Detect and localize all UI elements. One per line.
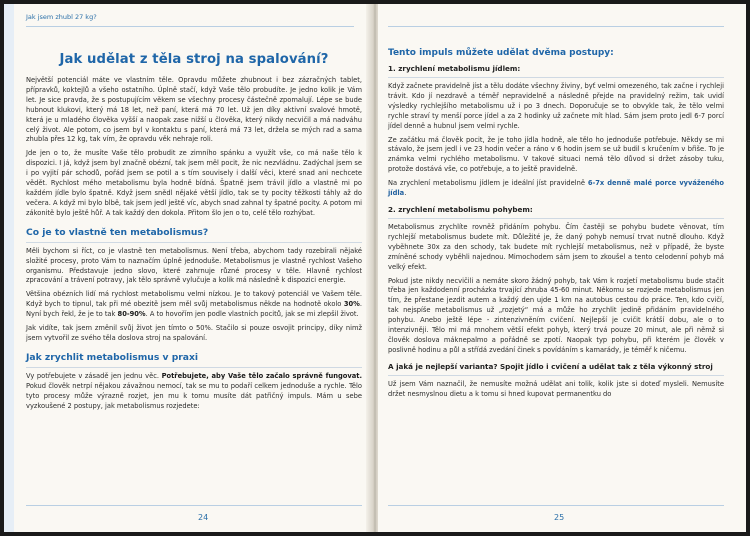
part2-paragraph-2: Pokud jste nikdy necvičili a nemáte skoro žádný pohyb, tak Vám k rozjetí metabolismu bude stačit třeba jen každodenní procházka trvající zhruba 45-60 minut. Někomu se rozjede metabolismus jen tím, že přestane jezdit autem a každý den ujde 1 km na autobus cestou do práce. Ten, kdo cvičí, tak nejspíše metabolismus už „rozjetý“ má a může ho zrychlit jedině přidáním pravidelného pohybu. Anebo ještě lépe - zintenzivněním cvičení. Nejlepší je cvičit krátší dobu, ale o to intenzivněji. Tělo mi má mnohem větší efekt pohyb, který trvá pouze 20 minut, ale při němž si člověk doslova máknepalmo a pořádně se zpotí. Naopak typ pohybu, při kterém je člověk v poslivně hodinu a půl a střídá zvedání činek s povídáním s kamarády, je téměř k ničemu. [388,276,724,354]
text-run: Většina obézních lidí má rychlost metabolismu velmi nízkou. Je to takový potenciál ve Vašem těle. Když bych to tipnul, tak při mé obezitě jsem měl svůj metabolismus někde na hodnotě okolo [26,290,362,309]
metabolism-paragraph-2 [26,290,362,320]
part1-heading: 1. zrychlení metabolismu jídlem: [388,64,521,73]
header-rule [388,26,724,27]
bold-value-80-90: 80-90% [117,310,146,319]
part3-paragraph-1: Už jsem Vám naznačil, že nemusíte možná udělat ani tolik, kolik jste si doteď mysleli. Nemusíte držet nesmyslnou dietu a k tomu si hned kupovat permanentku do [388,379,724,398]
text-run: Na zrychlení metabolismu jídlem je ideální jíst pravidelně [388,179,588,188]
section-rule [26,367,362,368]
part2-heading: 2. zrychlení metabolismu pohybem: [388,204,533,214]
part1-paragraph-2: Ze začátku má člověk pocit, že je toho jídla hodně, ale tělo ho jednoduše potřebuje. Někdy se mi stávalo, že jsem jedl i ve 23 hodin večer a ráno v 6 hodin jsem se už budil s kručením v břiše. To je známka velmi rychlého metabolismu. V takové situaci nemá tělo důvod si držet zásoby tuku, protože dostává vše, co potřebuje, a to ještě pravidelně. [388,135,724,174]
practice-paragraph [26,372,362,412]
section-heading-practice: Jak zrychlit metabolismus v praxi [26,351,199,363]
bold-value-30: 30% [343,300,360,309]
section-rule [26,242,362,243]
header-rule [26,26,354,27]
bold-sentence: Potřebujete, aby Vaše tělo začalo správně fungovat. [161,371,362,380]
right-page [378,4,746,532]
text-run: . A to hovořím jen podle vlastních pocitů, jak se mi zlepšil život. [145,310,359,319]
part2-paragraph-1: Metabolismus zrychlíte rovněž přidáním pohybu. Čím častěji se pohybu budete věnovat, tím rychlejší metabolismus budete mít. Důležité je, že daný pohyb nemusí trvat nutně dlouho. Když vyběhnete 30x za den schody, tak budete mít rychlejší metabolismus, než v případě, že byste zmíněné schody vyběhli najednou. Mimochodem sám jsem to zkoušel a tento celodenní pohyb má velký efekt. [388,222,724,271]
section-rule [388,77,724,78]
part1-paragraph-1: Když začnete pravidelně jíst a tělu dodáte všechny živiny, byť velmi omezeného, tak začne i rychleji trávit. Kdo jí nezdravě a téměř nepravidelně a následně přejde na pravidelný režim, tak uvidí výsledky rychlejšího metabolismu už i po 3 dnech. Doporučuje se to obvykle tak, že tělo velmi rychle straví ty menší porce jídel a za 2 hodinky už začnete mít hlad. Sám jsem proto jedl 6-7 porcí jídel denně a hubnul jsem velmi rychle. [388,82,724,130]
section-heading-metabolism: Co je to vlastně ten metabolismus? [26,226,209,238]
metabolism-paragraph-1: Měli bychom si říct, co je vlastně ten metabolismus. Není třeba, abychom tady rozebírali nějaké složité procesy, proto Vám to naznačím úplně jednoduše. Metabolismus je vlastně rychlost Vašeho organismu. Představuje jedno slovo, které zahrnuje různé procesy v těle. Hlavně rychlost zpracování a trávení potravy, jak tělo správně vylučuje a kolik má následně k dispozici energie. [26,246,362,285]
running-head: Jak jsem zhubl 27 kg? [26,13,97,21]
right-column [388,34,724,404]
section-rule [388,375,724,376]
left-margin-band [4,4,14,532]
part3-heading: A jaká je nejlepší varianta? Spojit jídlo i cvičení a udělat tak z těla výkonný stroj [388,361,713,371]
footer-rule [388,505,724,506]
lead-heading: Tento impuls můžete udělat dvěma postupy: [388,48,614,58]
left-column [26,34,362,415]
highlight-phrase: 6-7x denně malé porce vyváženého jídla [388,179,724,198]
part1-paragraph-3 [388,179,724,199]
text-run: Vy potřebujete v zásadě jen jednu věc. [26,371,162,380]
text-run: Pokud člověk netrpí nějakou závažnou nemocí, tak se mu to podaří celkem jednoduše a rychle. Tělo tyto procesy může výrazně rozjet, jen mu k tomu musíte dát patřičný impuls. Mám u sebe vyzkoušené 2 postupy, jak metabolismus rozjedete: [26,381,362,410]
section-rule [388,218,724,219]
text-run: . [404,189,407,198]
footer-rule [26,505,362,506]
chapter-title: Jak udělat z těla stroj na spalování? [59,52,329,67]
page-number: 24 [198,513,209,522]
text-run: . Nyní bych řekl, že je to tak [26,300,362,319]
book-spread [4,4,746,532]
metabolism-paragraph-3: Jak vidíte, tak jsem změnil svůj život jen tímto o 50%. Stačilo si pouze osvojit principy, díky nimž jsem vytvořil ze svého těla doslova stroj na spalování. [26,324,362,342]
intro-paragraph-1: Největší potenciál máte ve vlastním těle. Opravdu můžete zhubnout i bez zázračných tablet, přípravků, koktejlů a všeho ostatního. Úplně stačí, když Vaše tělo probudíte. Je jedno kolik je Vám let. Je sice pravda, že s postupujícím věkem se všechny procesy částečně zpomalují. Lépe se bude hubnout klukovi, který má 18 let, než paní, která má 70 let. Už jen díky aktivní svalové hmotě, která je u mladého člověka vyšší a naopak zase nižší u člověka, který nikdy necvičil a má nadváhu celý život. Ale potom, co jsem byl v kontaktu s paní, která má 73 let, držela se mých rad a sama zhubla přes 12 kg, tak vím, že opravdu věk nehraje roli. [26,76,362,144]
page-number: 25 [554,513,565,522]
intro-paragraph-2: Jde jen o to, že musíte Vaše tělo probudit ze zimního spánku a využít vše, co má naše tělo k dispozici. I já, když jsem byl značně obézní, tak jsem měl pocit, že nic nezvládnu. Zadýchal jsem se i po vyjití pár schodů, pořád jsem se potil a s tím souvisely i další věci, které snad ani nechcete vědět. Rychlost mého metabolismu byla hodně bídná. Špatně jsem trávil jídlo a vlastně mi po každém jídle bylo špatně. Když jsem snědl nějaké větší jídlo, tak se ty pocity těžkosti táhly až do večera. A když mi bylo blbě, tak jsem jedl ještě víc, abych snad zahnal ty špatné pocity. A potom mi zákonitě bylo ještě hůř. A tak každý den dokola. Přitom šlo jen o to, celé tělo rozhýbat. [26,149,362,217]
left-page [4,4,372,532]
